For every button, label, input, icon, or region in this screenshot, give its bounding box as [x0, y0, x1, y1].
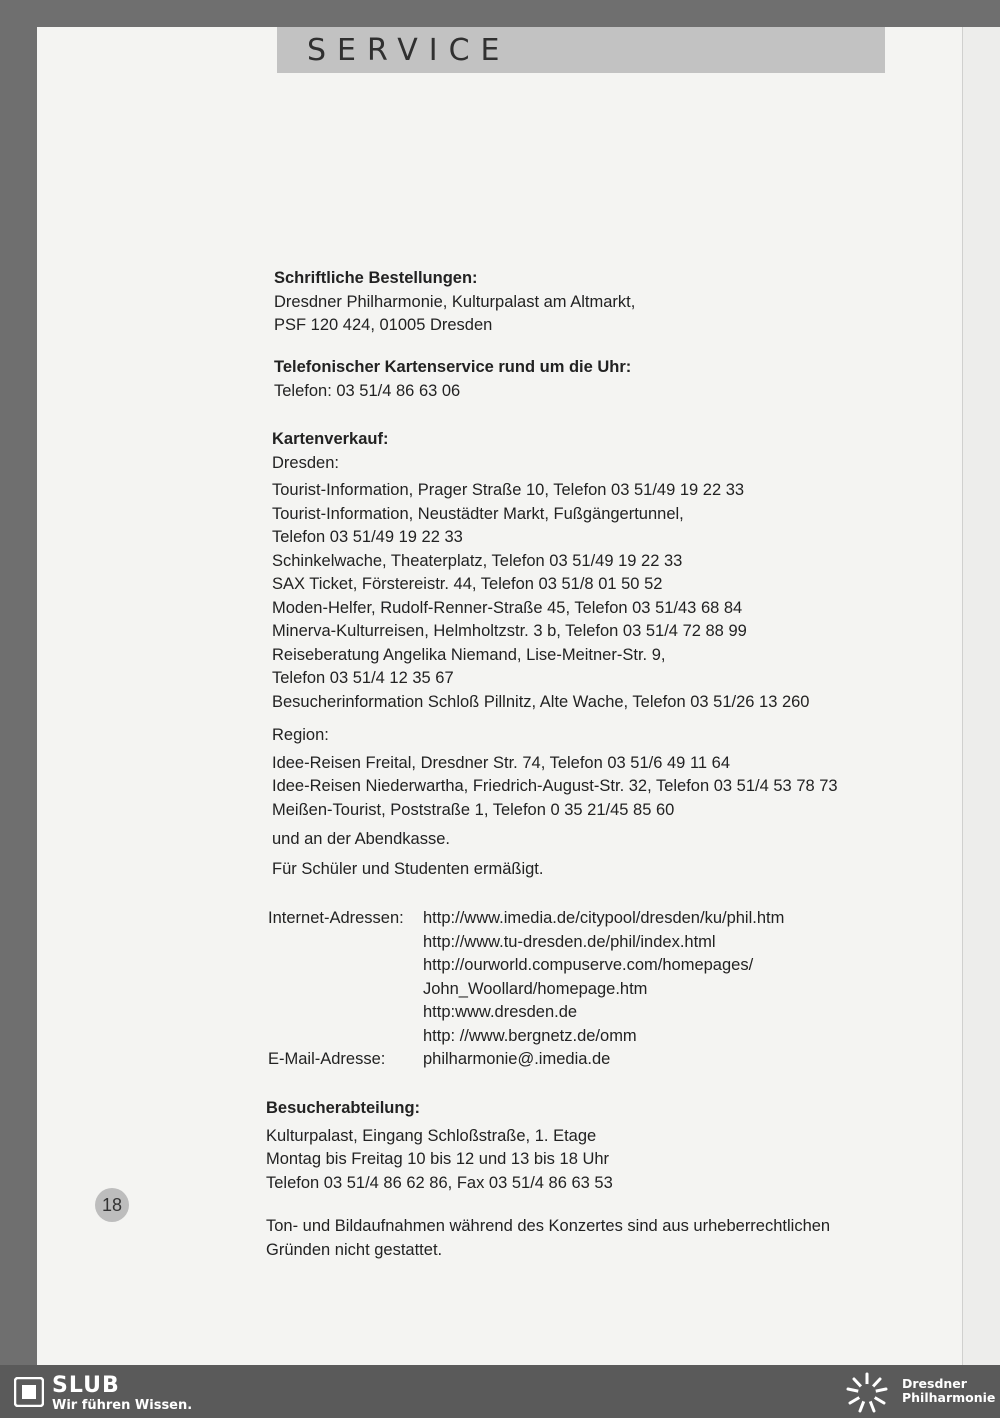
visitors-block [266, 1097, 613, 1195]
sales-region-line: Meißen-Tourist, Poststraße 1, Telefon 0 35 21/45 85 60 [272, 800, 675, 819]
email-address[interactable]: philharmonie@.imedia.de [423, 1050, 611, 1068]
sales-discount-note: Für Schüler und Studenten ermäßigt. [272, 859, 544, 878]
orders-block [274, 267, 635, 338]
visitors-line: Telefon 03 51/4 86 62 86, Fax 03 51/4 86 63 53 [266, 1173, 613, 1192]
phone-service-block [274, 356, 631, 403]
sales-city-line: SAX Ticket, Förstereistr. 44, Telefon 03 51/8 01 50 52 [272, 575, 663, 593]
page-number-badge: 18 [95, 1188, 129, 1222]
internet-url[interactable]: http://ourworld.compuserve.com/homepages/ [423, 956, 754, 974]
internet-url[interactable]: http: //www.bergnetz.de/omm [423, 1026, 637, 1045]
sales-city-line: Reiseberatung Angelika Niemand, Lise-Meitner-Str. 9, [272, 645, 666, 664]
notice-line: Gründen nicht gestattet. [266, 1240, 443, 1259]
sales-city-line: Tourist-Information, Prager Straße 10, Telefon 03 51/49 19 22 33 [272, 481, 745, 499]
slub-logo-icon [14, 1377, 44, 1407]
sales-city-line: Telefon 03 51/4 12 35 67 [272, 669, 454, 687]
internet-label: Internet-Adressen: [268, 909, 404, 927]
sales-city-line: Minerva-Kulturreisen, Helmholtzstr. 3 b, Telefon 03 51/4 72 88 99 [272, 622, 747, 640]
email-label: E-Mail-Adresse: [268, 1050, 386, 1068]
internet-url[interactable]: John_Woollard/homepage.htm [423, 979, 648, 998]
philharmonie-name-line1: Dresdner [902, 1376, 967, 1391]
sales-city-line: Besucherinformation Schloß Pillnitz, Alte Wache, Telefon 03 51/26 13 260 [272, 692, 810, 711]
visitors-heading: Besucherabteilung: [266, 1099, 421, 1117]
internet-url[interactable]: http://www.imedia.de/citypool/dresden/ku/phil.htm [423, 909, 785, 927]
document-page [37, 27, 962, 1365]
sales-city-line: Schinkelwache, Theaterplatz, Telefon 03 51/49 19 22 33 [272, 551, 683, 570]
sales-city-line: Moden-Helfer, Rudolf-Renner-Straße 45, Telefon 03 51/43 68 84 [272, 598, 743, 617]
section-title: SERVICE [307, 33, 511, 68]
philharmonie-name-line2: Philharmonie [902, 1390, 996, 1405]
orders-heading: Schriftliche Bestellungen: [274, 269, 478, 287]
section-header-bar [277, 27, 885, 73]
phone-service-line: Telefon: 03 51/4 86 63 06 [274, 381, 461, 400]
sales-region-line: Idee-Reisen Niederwartha, Friedrich-August-Str. 32, Telefon 03 51/4 53 78 73 [272, 777, 838, 795]
philharmonie-logo-icon [840, 1371, 894, 1415]
orders-line: PSF 120 424, 01005 Dresden [274, 316, 493, 334]
internet-url-list [423, 907, 784, 1048]
sales-block [272, 428, 838, 881]
notice-block [266, 1215, 830, 1262]
adjacent-page-edge [962, 27, 1000, 1365]
sales-city-line: Telefon 03 51/49 19 22 33 [272, 528, 463, 546]
visitors-line: Montag bis Freitag 10 bis 12 und 13 bis 18 Uhr [266, 1150, 610, 1168]
sales-heading: Kartenverkauf: [272, 430, 389, 448]
slub-name: SLUB [52, 1373, 120, 1398]
footer-bar [0, 1365, 1000, 1418]
sales-region-label: Region: [272, 726, 329, 744]
sales-city-label: Dresden: [272, 453, 339, 472]
visitors-line: Kulturpalast, Eingang Schloßstraße, 1. Etage [266, 1126, 597, 1145]
internet-url[interactable]: http://www.tu-dresden.de/phil/index.html [423, 932, 716, 951]
internet-url[interactable]: http:www.dresden.de [423, 1003, 578, 1021]
slub-slogan: Wir führen Wissen. [52, 1398, 193, 1413]
sales-region-line: Idee-Reisen Freital, Dresdner Str. 74, Telefon 03 51/6 49 11 64 [272, 753, 731, 772]
orders-line: Dresdner Philharmonie, Kulturpalast am Altmarkt, [274, 292, 636, 311]
sales-city-line: Tourist-Information, Neustädter Markt, Fußgängertunnel, [272, 504, 684, 523]
phone-service-heading: Telefonischer Kartenservice rund um die Uhr: [274, 358, 632, 376]
philharmonie-name [902, 1377, 995, 1405]
sales-evening-note: und an der Abendkasse. [272, 830, 450, 848]
notice-line: Ton- und Bildaufnahmen während des Konzertes sind aus urheberrechtlichen [266, 1217, 831, 1235]
